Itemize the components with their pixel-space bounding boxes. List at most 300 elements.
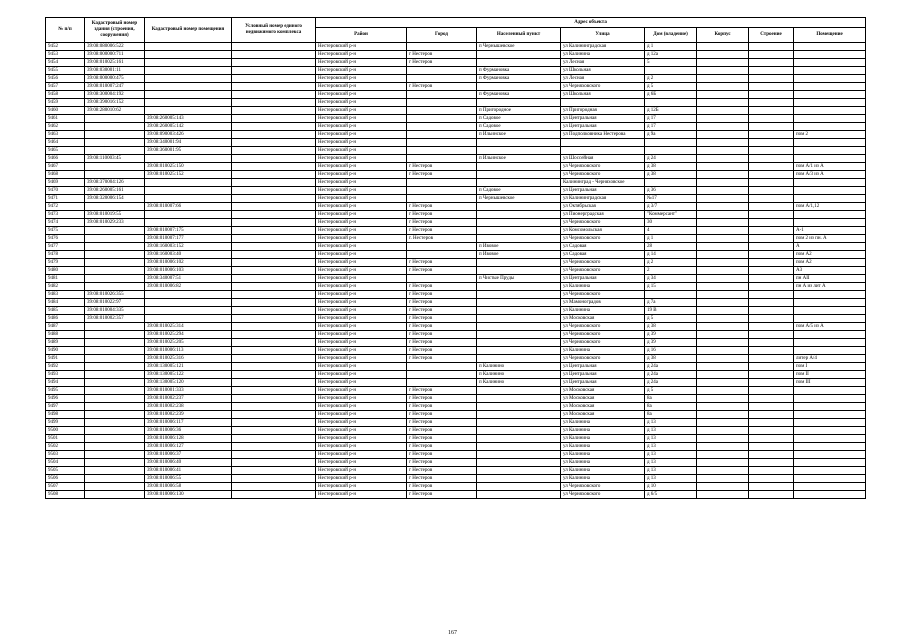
cell-city: [407, 251, 477, 259]
cell-street: ул Калинина: [561, 435, 645, 443]
cell-stroenie: [749, 299, 794, 307]
cell-num: 9462: [46, 123, 85, 131]
cell-settlement: [477, 475, 561, 483]
cell-num: 9456: [46, 75, 85, 83]
cell-city: [407, 363, 477, 371]
cell-cad-building: [85, 371, 145, 379]
cell-house: [645, 99, 697, 107]
cell-korpus: [697, 483, 749, 491]
cell-num: 9458: [46, 91, 85, 99]
cell-cad-premise: [145, 291, 232, 299]
table-row: [46, 475, 866, 483]
cell-house: д 13: [645, 443, 697, 451]
cell-cad-building: 39:08:030001:11: [85, 67, 145, 75]
cell-num: 9492: [46, 363, 85, 371]
cell-house: д 5: [645, 387, 697, 395]
cell-cad-premise: 39:08:010025:294: [145, 331, 232, 339]
cell-stroenie: [749, 51, 794, 59]
cell-num: 9464: [46, 139, 85, 147]
cell-city: [407, 99, 477, 107]
cell-house: 8а: [645, 395, 697, 403]
cell-stroenie: [749, 243, 794, 251]
header-stroenie: Строение: [749, 28, 794, 43]
cell-korpus: [697, 107, 749, 115]
cell-pomeshchenie: [794, 331, 866, 339]
cell-cad-building: 39:08:110003:45: [85, 155, 145, 163]
cell-pomeshchenie: [794, 67, 866, 75]
cell-district: Нестеровский р-н: [316, 219, 407, 227]
table-row: [46, 83, 866, 91]
cell-pomeshchenie: [794, 451, 866, 459]
cell-house: "Коммерсант": [645, 211, 697, 219]
cell-num: 9474: [46, 219, 85, 227]
cell-cond-complex: [232, 179, 316, 187]
cell-num: 9483: [46, 291, 85, 299]
cell-korpus: [697, 299, 749, 307]
cell-pomeshchenie: пом II: [794, 371, 866, 379]
cell-city: г Нестеров: [407, 419, 477, 427]
cell-cad-premise: 39:08:130005:122: [145, 371, 232, 379]
cell-cad-building: [85, 363, 145, 371]
cell-district: Нестеровский р-н: [316, 147, 407, 155]
cell-house: д 39: [645, 339, 697, 347]
cell-street: ул Подполковника Нестерова: [561, 131, 645, 139]
cell-house: д 17: [645, 115, 697, 123]
cell-cond-complex: [232, 227, 316, 235]
cell-settlement: [477, 99, 561, 107]
cell-stroenie: [749, 107, 794, 115]
cell-settlement: [477, 171, 561, 179]
table-row: [46, 147, 866, 155]
cell-cad-building: [85, 115, 145, 123]
cell-district: Нестеровский р-н: [316, 371, 407, 379]
cell-pomeshchenie: [794, 155, 866, 163]
cell-city: [407, 379, 477, 387]
cell-cond-complex: [232, 395, 316, 403]
cell-house: д 7а: [645, 299, 697, 307]
cell-num: 9493: [46, 371, 85, 379]
cell-cond-complex: [232, 171, 316, 179]
cell-stroenie: [749, 483, 794, 491]
cell-house: 28: [645, 243, 697, 251]
table-row: [46, 91, 866, 99]
cell-street: ул Черняховского: [561, 331, 645, 339]
cell-district: Нестеровский р-н: [316, 427, 407, 435]
cell-pomeshchenie: пом III: [794, 379, 866, 387]
cell-cond-complex: [232, 163, 316, 171]
cell-num: 9488: [46, 331, 85, 339]
table-row: [46, 59, 866, 67]
cell-stroenie: [749, 195, 794, 203]
cell-district: Нестеровский р-н: [316, 443, 407, 451]
cell-stroenie: [749, 347, 794, 355]
cell-district: Нестеровский р-н: [316, 363, 407, 371]
cell-cad-building: 39:08:390016:152: [85, 99, 145, 107]
cell-city: г Нестеров: [407, 347, 477, 355]
cell-num: 9455: [46, 67, 85, 75]
cell-city: г Нестеров: [407, 59, 477, 67]
table-row: [46, 443, 866, 451]
table-row: [46, 411, 866, 419]
header-cad-premise: Кадастровый номер помещения: [145, 18, 232, 43]
cell-street: [561, 147, 645, 155]
cell-district: Нестеровский р-н: [316, 339, 407, 347]
cell-stroenie: [749, 315, 794, 323]
cell-house: 8а: [645, 403, 697, 411]
cell-settlement: [477, 395, 561, 403]
cell-district: Нестеровский р-н: [316, 227, 407, 235]
cell-street: ул Калинина: [561, 51, 645, 59]
cell-korpus: [697, 251, 749, 259]
cell-cad-building: [85, 483, 145, 491]
cell-street: ул Калинина: [561, 451, 645, 459]
cell-house: №17: [645, 195, 697, 203]
cell-cond-complex: [232, 339, 316, 347]
cell-cad-building: [85, 411, 145, 419]
cell-cond-complex: [232, 331, 316, 339]
table-row: [46, 275, 866, 283]
cell-cond-complex: [232, 387, 316, 395]
cell-city: г Нестеров: [407, 451, 477, 459]
cell-district: Нестеровский р-н: [316, 387, 407, 395]
cell-korpus: [697, 259, 749, 267]
table-row: [46, 123, 866, 131]
cell-house: д 16: [645, 347, 697, 355]
cell-korpus: [697, 283, 749, 291]
cell-house: д 38: [645, 323, 697, 331]
cell-korpus: [697, 331, 749, 339]
table-row: [46, 315, 866, 323]
cell-num: 9480: [46, 267, 85, 275]
cell-korpus: [697, 163, 749, 171]
cell-pomeshchenie: [794, 291, 866, 299]
cell-cad-building: 39:08:370004:126: [85, 179, 145, 187]
cell-cad-premise: 39:08:090003:426: [145, 131, 232, 139]
cell-city: [407, 187, 477, 195]
cell-korpus: [697, 475, 749, 483]
header-address: Адрес объекта: [316, 18, 866, 28]
cell-settlement: [477, 83, 561, 91]
cell-settlement: [477, 315, 561, 323]
cell-pomeshchenie: [794, 107, 866, 115]
cell-cad-premise: 39:08:010025:205: [145, 339, 232, 347]
cell-cad-building: 39:08:010004:335: [85, 307, 145, 315]
cell-cad-premise: 39:08:010025:150: [145, 163, 232, 171]
cell-korpus: [697, 267, 749, 275]
table-body: [46, 43, 866, 499]
cell-city: [407, 243, 477, 251]
table-row: [46, 179, 866, 187]
cell-house: д 24а: [645, 379, 697, 387]
cell-stroenie: [749, 371, 794, 379]
cell-stroenie: [749, 139, 794, 147]
cell-settlement: [477, 235, 561, 243]
cell-cad-building: [85, 139, 145, 147]
cell-num: 9473: [46, 211, 85, 219]
cell-street: Калининград - Черняховское: [561, 179, 645, 187]
cell-street: ул Черняховского: [561, 171, 645, 179]
cell-num: 9500: [46, 427, 85, 435]
cell-city: г Нестеров: [407, 291, 477, 299]
cell-district: Нестеровский р-н: [316, 491, 407, 499]
cell-cond-complex: [232, 323, 316, 331]
cell-cad-building: 39:08:320006:154: [85, 195, 145, 203]
cell-cad-premise: 39:08:010006:37: [145, 451, 232, 459]
cell-cond-complex: [232, 83, 316, 91]
cell-city: г Нестеров: [407, 435, 477, 443]
table-row: [46, 379, 866, 387]
cell-settlement: [477, 451, 561, 459]
cell-num: 9471: [46, 195, 85, 203]
cell-district: Нестеровский р-н: [316, 283, 407, 291]
cell-korpus: [697, 187, 749, 195]
cell-city: г Нестеров: [407, 395, 477, 403]
cell-pomeshchenie: [794, 411, 866, 419]
cell-num: 9466: [46, 155, 85, 163]
table-row: [46, 99, 866, 107]
cell-city: г Нестеров: [407, 331, 477, 339]
cell-city: г Нестеров: [407, 459, 477, 467]
table-row: [46, 427, 866, 435]
cell-house: д 13: [645, 475, 697, 483]
cell-cad-premise: 39:08:010006:40: [145, 459, 232, 467]
cell-pomeshchenie: [794, 75, 866, 83]
cell-korpus: [697, 387, 749, 395]
table-row: [46, 115, 866, 123]
table-row: [46, 203, 866, 211]
cell-street: [561, 139, 645, 147]
cell-settlement: п Пригородное: [477, 107, 561, 115]
cell-stroenie: [749, 275, 794, 283]
cell-settlement: [477, 355, 561, 363]
cell-settlement: [477, 467, 561, 475]
cell-korpus: [697, 467, 749, 475]
cell-stroenie: [749, 123, 794, 131]
cell-korpus: [697, 459, 749, 467]
cell-house: д 24а: [645, 371, 697, 379]
cell-city: г Нестеров: [407, 315, 477, 323]
cell-cad-building: [85, 419, 145, 427]
cell-num: 9468: [46, 171, 85, 179]
cell-cad-premise: [145, 195, 232, 203]
cell-cad-building: [85, 491, 145, 499]
cell-cad-building: [85, 379, 145, 387]
cell-street: ул Шоссейная: [561, 155, 645, 163]
cell-cad-building: [85, 395, 145, 403]
cell-num: 9475: [46, 227, 85, 235]
cell-cond-complex: [232, 43, 316, 51]
cell-city: [407, 179, 477, 187]
cell-house: д 13: [645, 427, 697, 435]
cell-num: 9472: [46, 203, 85, 211]
header-cond-complex: Условный номер единого недвижимого комплекса: [232, 18, 316, 43]
cell-house: д 6/5: [645, 491, 697, 499]
cell-settlement: п Чернышевское: [477, 195, 561, 203]
cell-settlement: [477, 299, 561, 307]
table-row: [46, 267, 866, 275]
cell-korpus: [697, 291, 749, 299]
cell-cad-premise: 39:08:010006:113: [145, 347, 232, 355]
cell-street: ул Калинина: [561, 283, 645, 291]
cell-pomeshchenie: [794, 211, 866, 219]
cell-stroenie: [749, 259, 794, 267]
cell-num: 9467: [46, 163, 85, 171]
cell-num: 9463: [46, 131, 85, 139]
cell-house: д 10: [645, 483, 697, 491]
cell-pomeshchenie: пом А/3 из А: [794, 171, 866, 179]
cell-cad-building: [85, 227, 145, 235]
cell-settlement: [477, 59, 561, 67]
cell-stroenie: [749, 99, 794, 107]
cell-settlement: п Калинино: [477, 371, 561, 379]
cell-house: д 24а: [645, 363, 697, 371]
cell-num: 9490: [46, 347, 85, 355]
cell-house: 5: [645, 59, 697, 67]
cell-num: 9486: [46, 315, 85, 323]
cell-cad-premise: 39:08:010002:239: [145, 411, 232, 419]
cell-settlement: [477, 411, 561, 419]
cell-num: 9460: [46, 107, 85, 115]
cell-stroenie: [749, 67, 794, 75]
cell-stroenie: [749, 491, 794, 499]
cell-korpus: [697, 115, 749, 123]
cell-cond-complex: [232, 419, 316, 427]
cell-city: [407, 131, 477, 139]
cell-street: ул Центральная: [561, 363, 645, 371]
cell-cad-premise: 39:08:360001:95: [145, 147, 232, 155]
cell-pomeshchenie: [794, 443, 866, 451]
cell-korpus: [697, 75, 749, 83]
cell-house: д 24: [645, 155, 697, 163]
cell-cad-premise: 39:08:130005:120: [145, 379, 232, 387]
cell-cond-complex: [232, 219, 316, 227]
cell-house: д 14: [645, 251, 697, 259]
cell-house: д 13: [645, 451, 697, 459]
cell-district: Нестеровский р-н: [316, 379, 407, 387]
cell-pomeshchenie: [794, 43, 866, 51]
cell-num: 9487: [46, 323, 85, 331]
cell-korpus: [697, 139, 749, 147]
cell-num: 9478: [46, 251, 85, 259]
cell-cad-premise: [145, 67, 232, 75]
cell-city: [407, 91, 477, 99]
cell-cond-complex: [232, 451, 316, 459]
cell-num: 9495: [46, 387, 85, 395]
cell-settlement: [477, 219, 561, 227]
cell-cad-building: 39:08:010026:355: [85, 291, 145, 299]
table-row: [46, 163, 866, 171]
table-row: [46, 347, 866, 355]
cell-num: 9453: [46, 51, 85, 59]
cell-settlement: [477, 459, 561, 467]
cell-cad-premise: 39:08:010006:41: [145, 467, 232, 475]
cell-cad-building: [85, 355, 145, 363]
cell-korpus: [697, 315, 749, 323]
cell-cond-complex: [232, 275, 316, 283]
cell-korpus: [697, 171, 749, 179]
cell-street: ул Калинина: [561, 459, 645, 467]
cell-pomeshchenie: [794, 491, 866, 499]
cell-street: [561, 99, 645, 107]
cell-district: Нестеровский р-н: [316, 67, 407, 75]
cell-cad-building: [85, 123, 145, 131]
cell-pomeshchenie: [794, 467, 866, 475]
cell-num: 9465: [46, 147, 85, 155]
cell-street: ул Калинина: [561, 427, 645, 435]
table-row: [46, 323, 866, 331]
cell-cad-premise: 39:08:010006:58: [145, 483, 232, 491]
cell-settlement: п Калинино: [477, 379, 561, 387]
cell-korpus: [697, 243, 749, 251]
cell-street: ул Центральная: [561, 115, 645, 123]
cell-cond-complex: [232, 155, 316, 163]
cell-city: г Нестеров: [407, 51, 477, 59]
cell-settlement: п Ивовое: [477, 243, 561, 251]
cell-cad-premise: [145, 51, 232, 59]
cell-settlement: [477, 291, 561, 299]
cell-settlement: п Ивовое: [477, 251, 561, 259]
cell-house: 2: [645, 267, 697, 275]
cell-street: ул Черняховского: [561, 491, 645, 499]
cell-korpus: [697, 99, 749, 107]
cell-pomeshchenie: пом А2: [794, 259, 866, 267]
table-row: [46, 435, 866, 443]
cell-district: Нестеровский р-н: [316, 235, 407, 243]
cell-settlement: [477, 259, 561, 267]
cell-city: г Нестеров: [407, 203, 477, 211]
table-row: [46, 339, 866, 347]
cell-cond-complex: [232, 291, 316, 299]
cell-cond-complex: [232, 315, 316, 323]
cell-district: Нестеровский р-н: [316, 299, 407, 307]
cell-stroenie: [749, 147, 794, 155]
cell-pomeshchenie: [794, 83, 866, 91]
cell-pomeshchenie: [794, 299, 866, 307]
cell-house: 30: [645, 219, 697, 227]
cell-house: 8а: [645, 411, 697, 419]
cell-cad-building: 39:08:080006:522: [85, 43, 145, 51]
cell-cad-building: 39:08:010022:97: [85, 299, 145, 307]
cell-cad-premise: 39:08:130005:121: [145, 363, 232, 371]
cell-house: д 5: [645, 83, 697, 91]
cell-cond-complex: [232, 443, 316, 451]
cell-house: [645, 139, 697, 147]
cell-cad-building: [85, 259, 145, 267]
cell-korpus: [697, 427, 749, 435]
cell-settlement: п Фурмановка: [477, 91, 561, 99]
cell-cad-premise: [145, 155, 232, 163]
cell-pomeshchenie: пом I: [794, 363, 866, 371]
cell-cad-premise: 39:08:340007:51: [145, 275, 232, 283]
cell-stroenie: [749, 91, 794, 99]
cell-stroenie: [749, 227, 794, 235]
cell-district: Нестеровский р-н: [316, 179, 407, 187]
cell-stroenie: [749, 115, 794, 123]
cell-pomeshchenie: литер А/4: [794, 355, 866, 363]
cell-cond-complex: [232, 299, 316, 307]
table-row: [46, 283, 866, 291]
cell-cad-building: 39:08:300004:192: [85, 91, 145, 99]
cell-settlement: [477, 179, 561, 187]
table-row: [46, 107, 866, 115]
cell-street: ул Мамоноградов: [561, 299, 645, 307]
cell-korpus: [697, 411, 749, 419]
cell-num: 9454: [46, 59, 85, 67]
cell-settlement: [477, 483, 561, 491]
cell-district: Нестеровский р-н: [316, 419, 407, 427]
cell-pomeshchenie: А: [794, 243, 866, 251]
table-row: [46, 171, 866, 179]
